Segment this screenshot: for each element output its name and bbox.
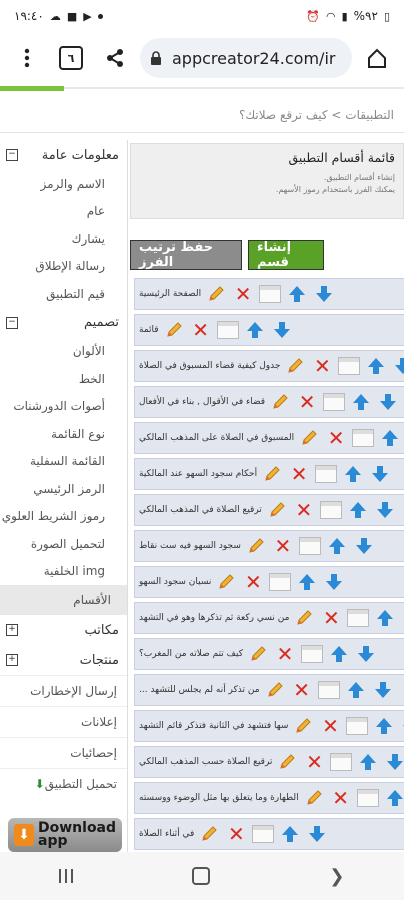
edit-pencil-icon[interactable]: [266, 499, 288, 521]
window-icon[interactable]: [346, 717, 368, 735]
section-row: [134, 602, 404, 634]
move-up-arrow-icon[interactable]: [328, 643, 350, 665]
sidebar-item-launch-message[interactable]: رسالة الإطلاق: [35, 259, 105, 274]
lock-icon: [150, 51, 162, 65]
section-name: كيف تتم صلاته من المغرب؟: [139, 649, 243, 659]
move-up-arrow-icon[interactable]: [357, 751, 379, 773]
move-up-arrow-icon[interactable]: [286, 283, 308, 305]
section-row: [134, 818, 404, 850]
sidebar-item-colors[interactable]: الألوان: [72, 344, 105, 359]
back-icon[interactable]: ❯: [329, 865, 345, 887]
sidebar-item-share[interactable]: يشارك: [71, 231, 105, 246]
home-icon[interactable]: [358, 39, 396, 77]
section-name: الطهارة وما يتعلق بها مثل الوضوء ووسسته: [139, 793, 299, 803]
breadcrumb[interactable]: التطبيقات > كيف ترقع صلاتك؟: [238, 108, 394, 122]
section-name: المسبوق في الصلاة على المذهب المالكي: [139, 433, 295, 443]
delete-x-icon[interactable]: ✕: [274, 534, 292, 558]
edit-pencil-icon[interactable]: [261, 463, 283, 485]
section-row: [134, 386, 404, 418]
section-row: [134, 458, 404, 490]
section-name: ترقيع الصلاة في المذهب المالكي: [139, 505, 262, 515]
section-name: في أثناء الصلاة: [139, 829, 195, 839]
sidebar-item-background[interactable]: img الخلفية: [43, 564, 105, 579]
section-name: سها فتشهد في الثانية فتذكر قائم التشهد: [139, 721, 289, 731]
section-name: قائمة: [139, 325, 159, 335]
edit-pencil-icon[interactable]: [298, 427, 320, 449]
delete-x-icon[interactable]: ✕: [314, 354, 331, 378]
section-name: من نسي ركعة ثم تذكرها وهو في التشهد: [139, 613, 290, 623]
delete-x-icon[interactable]: ✕: [298, 390, 316, 414]
window-icon[interactable]: [338, 357, 360, 375]
expand-icon[interactable]: +: [6, 624, 18, 636]
window-icon[interactable]: [269, 573, 291, 591]
sidebar-item-name-icon[interactable]: الاسم والرمز: [40, 176, 105, 191]
move-up-arrow-icon[interactable]: [384, 787, 404, 809]
section-row: [134, 530, 404, 562]
sidebar-item-menu-type[interactable]: نوع القائمة: [51, 426, 105, 441]
section-row: [134, 782, 404, 814]
sidebar-item-sounds[interactable]: أصوات الدورشنات: [13, 399, 105, 414]
video-icon: ▶: [83, 9, 92, 23]
delete-x-icon[interactable]: ✕: [323, 606, 340, 630]
window-icon[interactable]: [330, 753, 352, 771]
browser-toolbar: [0, 32, 404, 84]
edit-pencil-icon[interactable]: [215, 571, 237, 593]
move-up-arrow-icon[interactable]: [326, 535, 348, 557]
delete-x-icon[interactable]: ✕: [332, 786, 350, 810]
section-row: [134, 566, 404, 598]
info-title: قائمة أقسام التطبيق: [288, 150, 395, 165]
sidebar-section-products[interactable]: منتجات +: [0, 645, 127, 675]
edit-pencil-icon[interactable]: [269, 391, 291, 413]
share-icon[interactable]: [96, 39, 134, 77]
url-bar[interactable]: [140, 38, 352, 78]
section-row: [134, 710, 404, 742]
sidebar-item-rate-app[interactable]: قيم التطبيق: [46, 286, 105, 301]
move-up-arrow-icon[interactable]: [379, 427, 401, 449]
info-box: [130, 143, 404, 219]
edit-pencil-icon[interactable]: [247, 643, 269, 665]
expand-icon[interactable]: +: [6, 654, 18, 666]
alarm-icon: ⏰: [306, 9, 320, 23]
move-down-arrow-icon[interactable]: [392, 355, 404, 377]
edit-pencil-icon[interactable]: [264, 679, 286, 701]
window-icon[interactable]: [320, 501, 342, 519]
move-up-arrow-icon[interactable]: [244, 319, 266, 341]
sidebar-link-download-app[interactable]: تحميل التطبيق ⬇: [0, 768, 127, 799]
wifi-icon: ◠: [325, 9, 336, 23]
move-up-arrow-icon[interactable]: [373, 715, 395, 737]
section-row: [134, 278, 404, 310]
window-icon[interactable]: [352, 429, 374, 447]
system-nav-bar: [0, 852, 404, 900]
move-down-arrow-icon[interactable]: [353, 535, 375, 557]
page-load-progress: [0, 86, 64, 91]
cloud-icon: ☁: [49, 9, 61, 23]
save-sort-button[interactable]: حفظ ترتيب الفرز: [130, 240, 242, 270]
move-down-arrow-icon[interactable]: [313, 283, 335, 305]
window-icon[interactable]: [301, 645, 323, 663]
window-icon[interactable]: [318, 681, 340, 699]
sidebar-section-design[interactable]: تصميم −: [0, 308, 127, 338]
sidebar-link-stats[interactable]: إحصائيات: [0, 737, 127, 768]
tab-count: ٦: [59, 46, 83, 70]
window-icon[interactable]: [217, 321, 239, 339]
edit-pencil-icon[interactable]: [198, 823, 220, 845]
main-panel: [130, 140, 404, 852]
edit-pencil-icon[interactable]: [284, 355, 306, 377]
section-name: ترقيع الصلاة حسب المذهب المالكي: [139, 757, 273, 767]
edit-pencil-icon[interactable]: [205, 283, 227, 305]
move-down-arrow-icon[interactable]: [377, 391, 399, 413]
delete-x-icon[interactable]: ✕: [327, 426, 345, 450]
sidebar-item-load-image[interactable]: لتحميل الصورة: [30, 536, 105, 551]
move-down-arrow-icon[interactable]: [306, 823, 328, 845]
window-icon[interactable]: [357, 789, 379, 807]
window-icon[interactable]: [259, 285, 281, 303]
edit-pencil-icon[interactable]: [276, 751, 298, 773]
edit-pencil-icon[interactable]: [245, 535, 267, 557]
sidebar-item-main-icon[interactable]: الرمز الرئيسي: [33, 481, 105, 496]
section-row: [134, 746, 404, 778]
sidebar: [0, 140, 128, 852]
section-name: الصفحة الرئيسية: [139, 289, 202, 299]
collapse-icon[interactable]: −: [6, 317, 18, 329]
delete-x-icon[interactable]: ✕: [306, 750, 323, 774]
window-icon[interactable]: [315, 465, 337, 483]
menu-dots-icon[interactable]: [8, 39, 46, 77]
recent-apps-icon[interactable]: [59, 869, 73, 883]
section-name: قضاء في الأقوال , بناء في الأفعال: [139, 397, 266, 407]
move-down-arrow-icon[interactable]: [384, 751, 404, 773]
sidebar-section-offices[interactable]: مكاتب +: [0, 615, 127, 645]
edit-pencil-icon[interactable]: [163, 319, 185, 341]
url-text: appcreator24.com/ir: [172, 48, 336, 68]
section-row: [134, 422, 404, 454]
info-line: إنشاء أقسام التطبيق.: [323, 173, 395, 182]
move-up-arrow-icon[interactable]: [296, 571, 318, 593]
edit-pencil-icon[interactable]: [303, 787, 325, 809]
edit-pencil-icon[interactable]: [293, 607, 315, 629]
section-name: من تذكر أنه لم يجلس للتشهد ...: [139, 685, 260, 695]
status-bar: [0, 0, 404, 32]
section-row: [134, 674, 404, 706]
move-up-arrow-icon[interactable]: [345, 679, 367, 701]
section-row: [134, 494, 404, 526]
delete-x-icon[interactable]: ✕: [293, 678, 310, 702]
signal-icon: ▮: [341, 9, 348, 23]
sections-list: [134, 278, 404, 852]
delete-x-icon[interactable]: ✕: [290, 462, 308, 486]
sidebar-link-notifications[interactable]: إرسال الإخطارات: [0, 675, 127, 706]
section-name: جدول كيفية قضاء المسبوق في الصلاة: [139, 361, 281, 371]
battery-percent: %٩٢: [353, 9, 378, 23]
section-row: [134, 350, 404, 382]
move-down-arrow-icon[interactable]: [355, 643, 377, 665]
move-down-arrow-icon[interactable]: [400, 715, 404, 737]
move-up-arrow-icon[interactable]: [347, 499, 369, 521]
battery-icon: ▯: [383, 9, 390, 23]
section-name: سجود السهو فيه ست نقاط: [139, 541, 241, 551]
sidebar-item-general[interactable]: عام: [86, 204, 105, 219]
create-section-button[interactable]: إنشاء قسم: [248, 240, 324, 270]
sidebar-item-font[interactable]: الخط: [78, 371, 105, 386]
edit-pencil-icon[interactable]: [292, 715, 314, 737]
move-up-arrow-icon[interactable]: [350, 391, 372, 413]
download-arrow-icon: ⬇: [14, 824, 34, 846]
move-down-arrow-icon[interactable]: [271, 319, 293, 341]
delete-x-icon[interactable]: ✕: [245, 570, 262, 594]
move-down-arrow-icon[interactable]: [323, 571, 345, 593]
window-icon[interactable]: [323, 393, 345, 411]
move-up-arrow-icon[interactable]: [365, 355, 387, 377]
sidebar-item-sections[interactable]: الأقسام: [0, 585, 127, 615]
move-up-arrow-icon[interactable]: [279, 823, 301, 845]
move-up-arrow-icon[interactable]: [374, 607, 396, 629]
delete-x-icon[interactable]: ✕: [276, 642, 294, 666]
notification-dot-icon: [98, 14, 103, 19]
sidebar-link-ads[interactable]: إعلانات: [0, 706, 127, 737]
message-icon: ■: [66, 9, 78, 23]
section-name: نسيان سجود السهو: [139, 577, 212, 587]
section-name: أحكام سجود السهو عند المالكية: [139, 469, 258, 479]
sidebar-section-general[interactable]: معلومات عامة −: [0, 140, 127, 170]
move-down-arrow-icon[interactable]: [372, 679, 394, 701]
sidebar-item-bottom-menu[interactable]: القائمة السفلية: [29, 454, 105, 469]
window-icon[interactable]: [347, 609, 369, 627]
sidebar-item-topbar-icons[interactable]: رموز الشريط العلوي: [1, 509, 105, 524]
move-down-arrow-icon[interactable]: [374, 499, 396, 521]
delete-x-icon[interactable]: ✕: [234, 282, 252, 306]
section-row: [134, 314, 404, 346]
move-down-arrow-icon[interactable]: [369, 463, 391, 485]
window-icon[interactable]: [299, 537, 321, 555]
delete-x-icon[interactable]: ✕: [227, 822, 245, 846]
delete-x-icon[interactable]: ✕: [192, 318, 209, 342]
window-icon[interactable]: [252, 825, 274, 843]
move-up-arrow-icon[interactable]: [342, 463, 364, 485]
collapse-icon[interactable]: −: [6, 149, 18, 161]
section-row: [134, 638, 404, 670]
time-text: ١٩:٤٠: [14, 9, 44, 23]
home-button-icon[interactable]: [192, 867, 210, 885]
download-app-banner[interactable]: ⬇ Download app: [8, 818, 122, 852]
delete-x-icon[interactable]: ✕: [295, 498, 313, 522]
info-line: يمكنك الفرز باستخدام رموز الأسهم.: [275, 185, 395, 194]
tabs-button[interactable]: [52, 39, 90, 77]
delete-x-icon[interactable]: ✕: [322, 714, 339, 738]
download-icon: ⬇: [34, 777, 45, 791]
